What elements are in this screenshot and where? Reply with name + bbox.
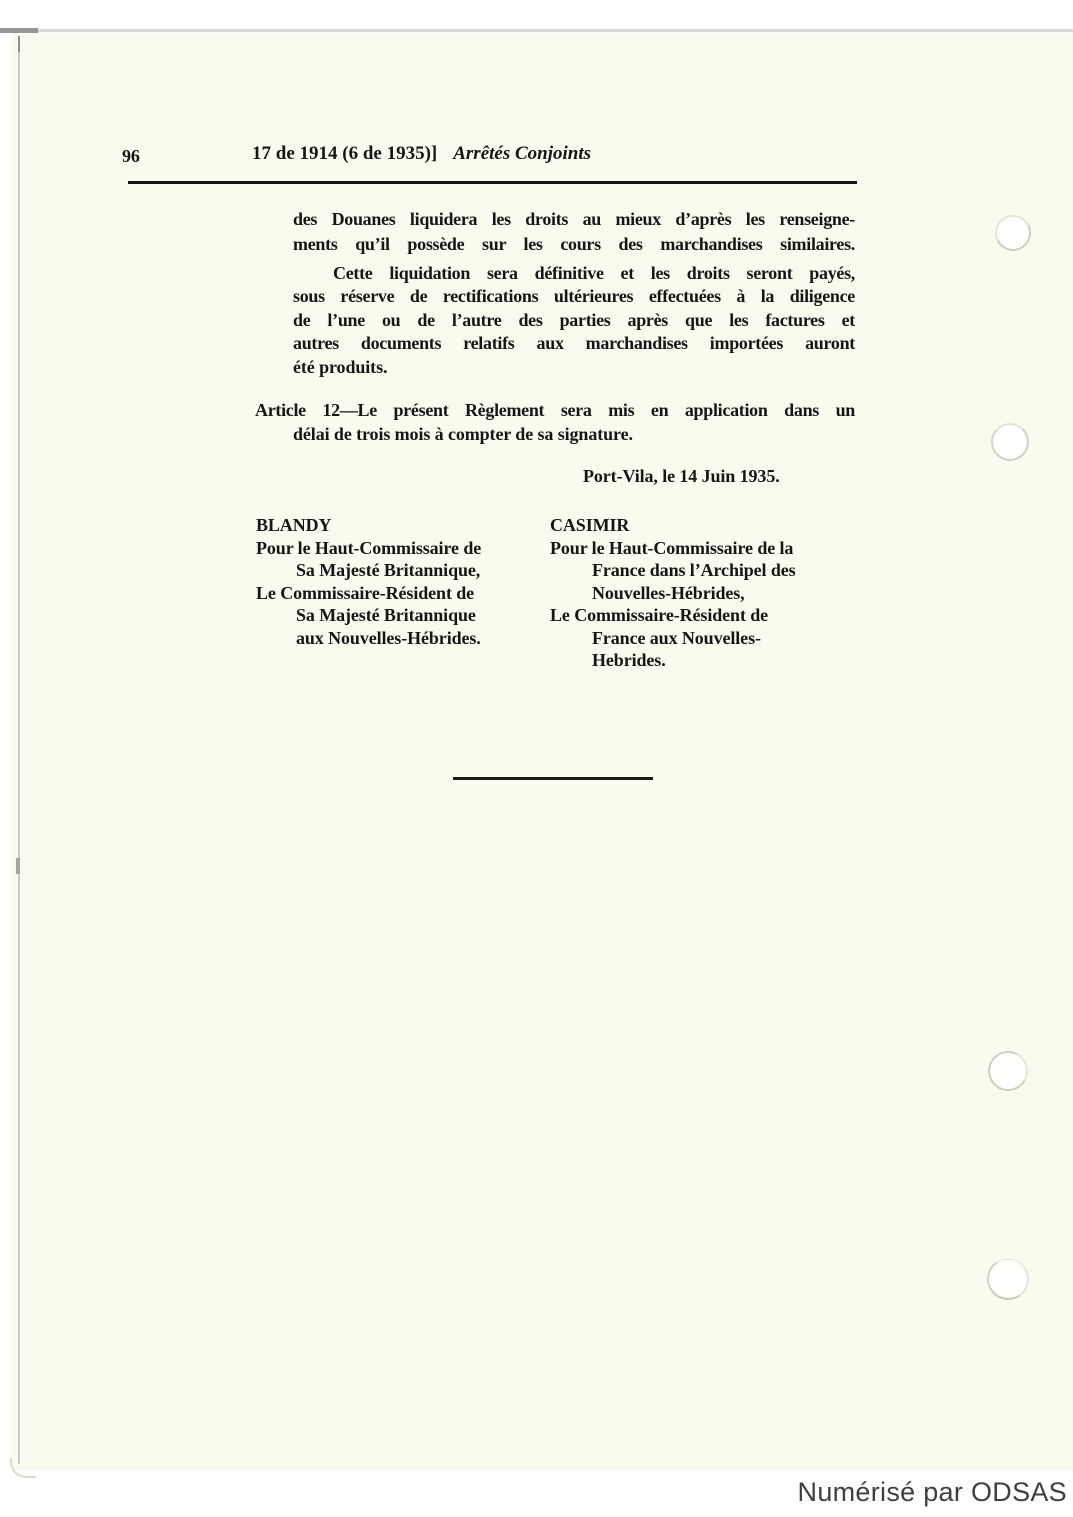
- paragraph-line: Article 12—Le présent Règlement sera mis en application dans un: [255, 400, 855, 420]
- signature-role-line: Pour le Haut-Commissaire de la: [550, 537, 794, 558]
- header-title: Arrêtés Conjoints: [453, 143, 592, 164]
- watermark-odsas: Numérisé par ODSAS: [797, 1477, 1067, 1507]
- page-left-edge-dark: [18, 36, 20, 52]
- page-corner-mark: [10, 1458, 36, 1478]
- signature-block-left: [256, 514, 556, 649]
- body-paragraph-2: [293, 262, 855, 379]
- signature-role-line: aux Nouvelles-Hébrides.: [296, 627, 481, 648]
- paragraph-line: délai de trois mois à compter de sa signature.: [293, 423, 633, 444]
- scan-top-edge-mark: [0, 28, 38, 33]
- signatory-name-casimir: CASIMIR: [550, 515, 630, 535]
- header-rule: [128, 181, 857, 184]
- signature-role-line: Nouvelles-Hébrides,: [592, 582, 745, 603]
- signature-role-line: Pour le Haut-Commissaire de: [256, 537, 482, 558]
- body-paragraph-1: [293, 207, 855, 257]
- paragraph-line: de l’une ou de l’autre des parties après que les factures et: [293, 309, 855, 330]
- paragraph-line: Cette liquidation sera définitive et les droits seront payés,: [333, 263, 855, 283]
- paragraph-line: ments qu’il possède sur les cours des marchandises similaires.: [293, 234, 855, 254]
- signature-block-right: [550, 514, 880, 672]
- signature-role-line: Sa Majesté Britannique,: [296, 560, 481, 580]
- header-reference: 17 de 1914 (6 de 1935)]: [252, 143, 438, 164]
- signature-role-line: Le Commissaire-Résident de: [256, 582, 475, 603]
- page-left-edge-smudge: [16, 858, 20, 874]
- signature-role-line: Hebrides.: [592, 650, 666, 670]
- signatory-name-blandy: BLANDY: [256, 515, 332, 535]
- paragraph-line: autres documents relatifs aux marchandises importées auront: [293, 333, 855, 354]
- paragraph-line: sous réserve de rectifications ultérieures effectuées à la diligence: [293, 286, 855, 307]
- paragraph-line: été produits.: [293, 356, 388, 377]
- article-12-paragraph: [255, 399, 855, 446]
- dateline: Port-Vila, le 14 Juin 1935.: [583, 466, 780, 486]
- hole-punch: [991, 423, 1029, 461]
- signature-role-line: France dans l’Archipel des: [592, 560, 796, 580]
- section-divider: [453, 777, 653, 780]
- scan-top-edge: [0, 29, 1073, 32]
- signature-role-line: Le Commissaire-Résident de: [550, 605, 769, 625]
- signature-role-line: Sa Majesté Britannique: [296, 605, 476, 625]
- page-number: 96: [122, 146, 140, 166]
- signature-role-line: France aux Nouvelles-: [592, 627, 761, 648]
- paragraph-line: des Douanes liquidera les droits au mieux d’après les renseigne-: [293, 209, 855, 229]
- page-left-edge: [18, 36, 20, 1464]
- running-header: [252, 143, 591, 165]
